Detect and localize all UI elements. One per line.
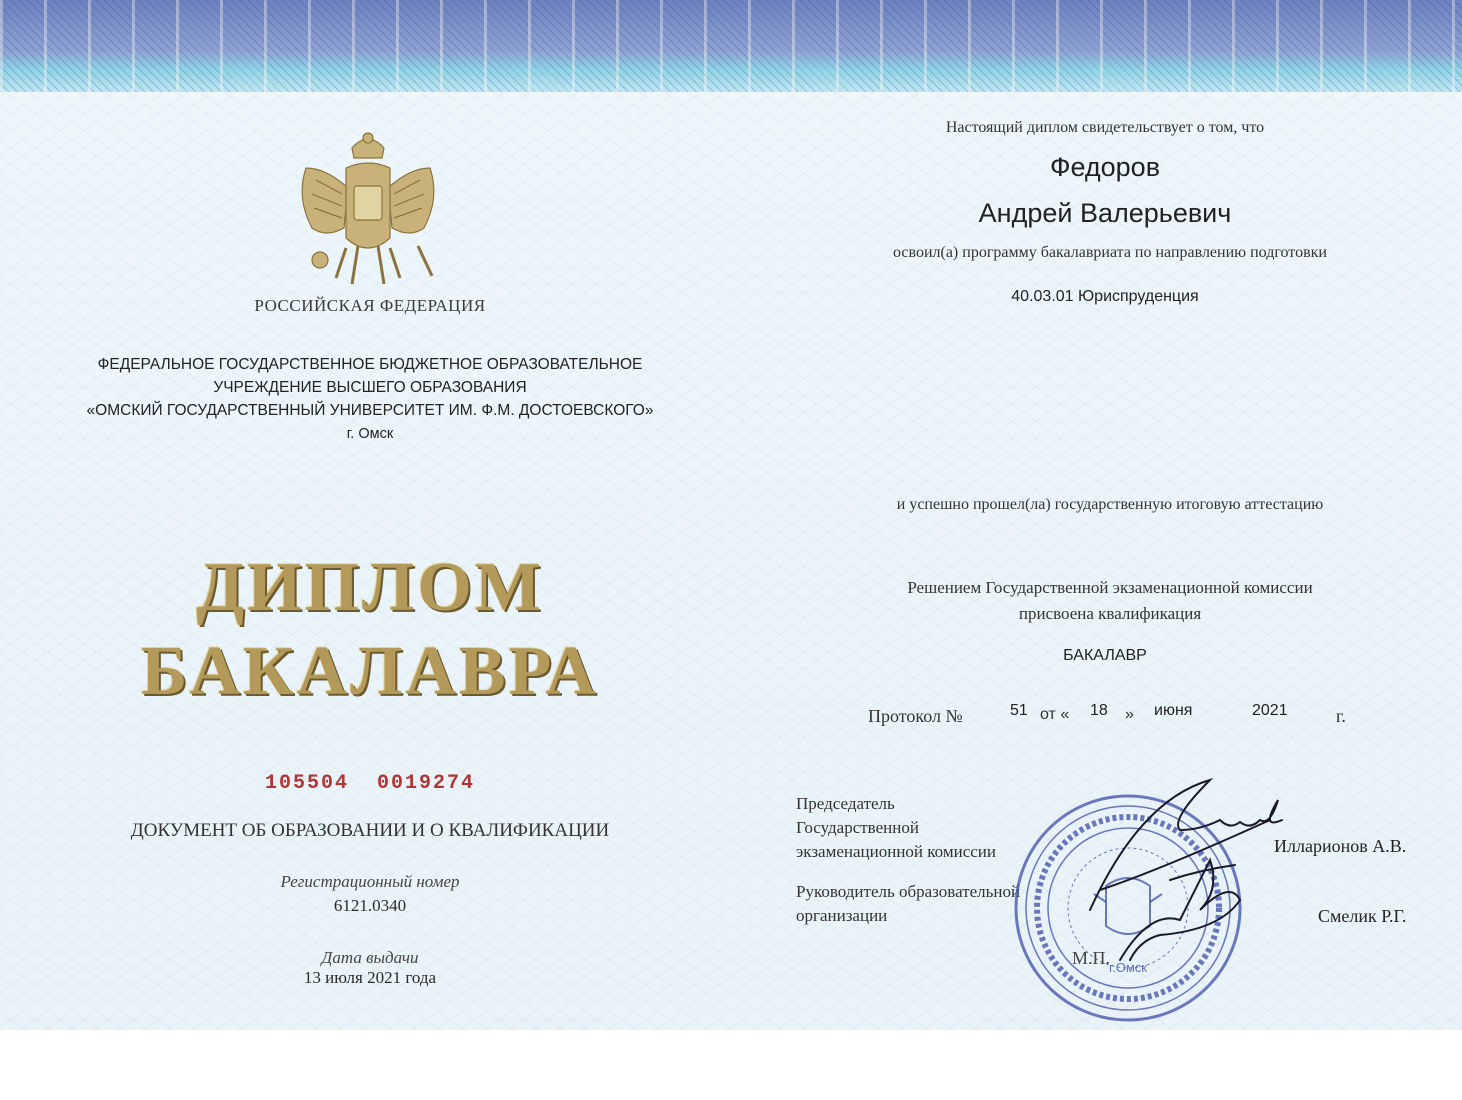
registration-caption: Регистрационный номер — [280, 872, 460, 891]
handwritten-signatures — [1060, 760, 1320, 970]
protocol-year: 2021 — [1252, 702, 1288, 719]
institution-city: г. Омск — [346, 426, 394, 442]
protocol-label: Протокол № — [868, 706, 963, 726]
head-name: Смелик Р.Г. — [1318, 906, 1407, 926]
protocol-from: от « — [1040, 706, 1070, 723]
qualification: БАКАЛАВР — [1063, 647, 1147, 664]
head-role-line-1: Руководитель образовательной — [796, 882, 1021, 901]
chair-role-line-2: Государственной — [796, 818, 919, 837]
attestation-statement: и успешно прошел(ла) государственную итоговую аттестацию — [896, 496, 1324, 513]
program-statement: освоил(а) программу бакалавриата по направлению подготовки — [893, 244, 1327, 261]
decision-line-1: Решением Государственной экзаменационной комиссии — [907, 578, 1313, 597]
seal-mark: М.П. — [1072, 948, 1111, 968]
protocol-day: 18 — [1090, 702, 1108, 719]
diploma-title-line-2: БАКАЛАВРА — [141, 633, 599, 710]
protocol-year-suffix: г. — [1336, 706, 1346, 726]
seal-city: г.Омск — [1108, 960, 1148, 975]
specialty: 40.03.01 Юриспруденция — [1011, 288, 1199, 305]
graduate-first-names: Андрей Валерьевич — [978, 198, 1232, 228]
decorative-top-band — [0, 0, 1462, 92]
protocol-number: 51 — [1010, 702, 1028, 719]
country-name: РОССИЙСКАЯ ФЕДЕРАЦИЯ — [254, 296, 486, 315]
coat-of-arms-icon — [286, 128, 450, 298]
chair-role-line-1: Председатель — [796, 794, 895, 813]
diploma-title-line-1: ДИПЛОМ — [196, 549, 544, 626]
registration-number: 6121.0340 — [333, 896, 407, 915]
chair-name: Илларионов А.В. — [1274, 836, 1407, 856]
institution-line-3: «ОМСКИЙ ГОСУДАРСТВЕННЫЙ УНИВЕРСИТЕТ ИМ. Ф.М. ДОСТОЕВСКОГО» — [86, 402, 654, 419]
institution-line-1: ФЕДЕРАЛЬНОЕ ГОСУДАРСТВЕННОЕ БЮДЖЕТНОЕ ОБРАЗОВАТЕЛЬНОЕ — [97, 356, 643, 373]
protocol-quote-close: » — [1125, 706, 1134, 723]
protocol-month: июня — [1154, 702, 1193, 719]
issue-date: 13 июля 2021 года — [303, 968, 437, 987]
decision-line-2: присвоена квалификация — [1018, 604, 1202, 623]
diploma-serial-number: 105504 0019274 — [264, 772, 476, 795]
graduate-last-name: Федоров — [1049, 152, 1161, 182]
institution-line-2: УЧРЕЖДЕНИЕ ВЫСШЕГО ОБРАЗОВАНИЯ — [213, 379, 527, 396]
document-type: ДОКУМЕНТ ОБ ОБРАЗОВАНИИ И О КВАЛИФИКАЦИИ — [130, 820, 610, 841]
issue-date-caption: Дата выдачи — [321, 948, 419, 967]
certify-intro: Настоящий диплом свидетельствует о том, что — [945, 119, 1265, 136]
head-role-line-2: организации — [796, 906, 888, 925]
chair-role-line-3: экзаменационной комиссии — [796, 842, 996, 861]
